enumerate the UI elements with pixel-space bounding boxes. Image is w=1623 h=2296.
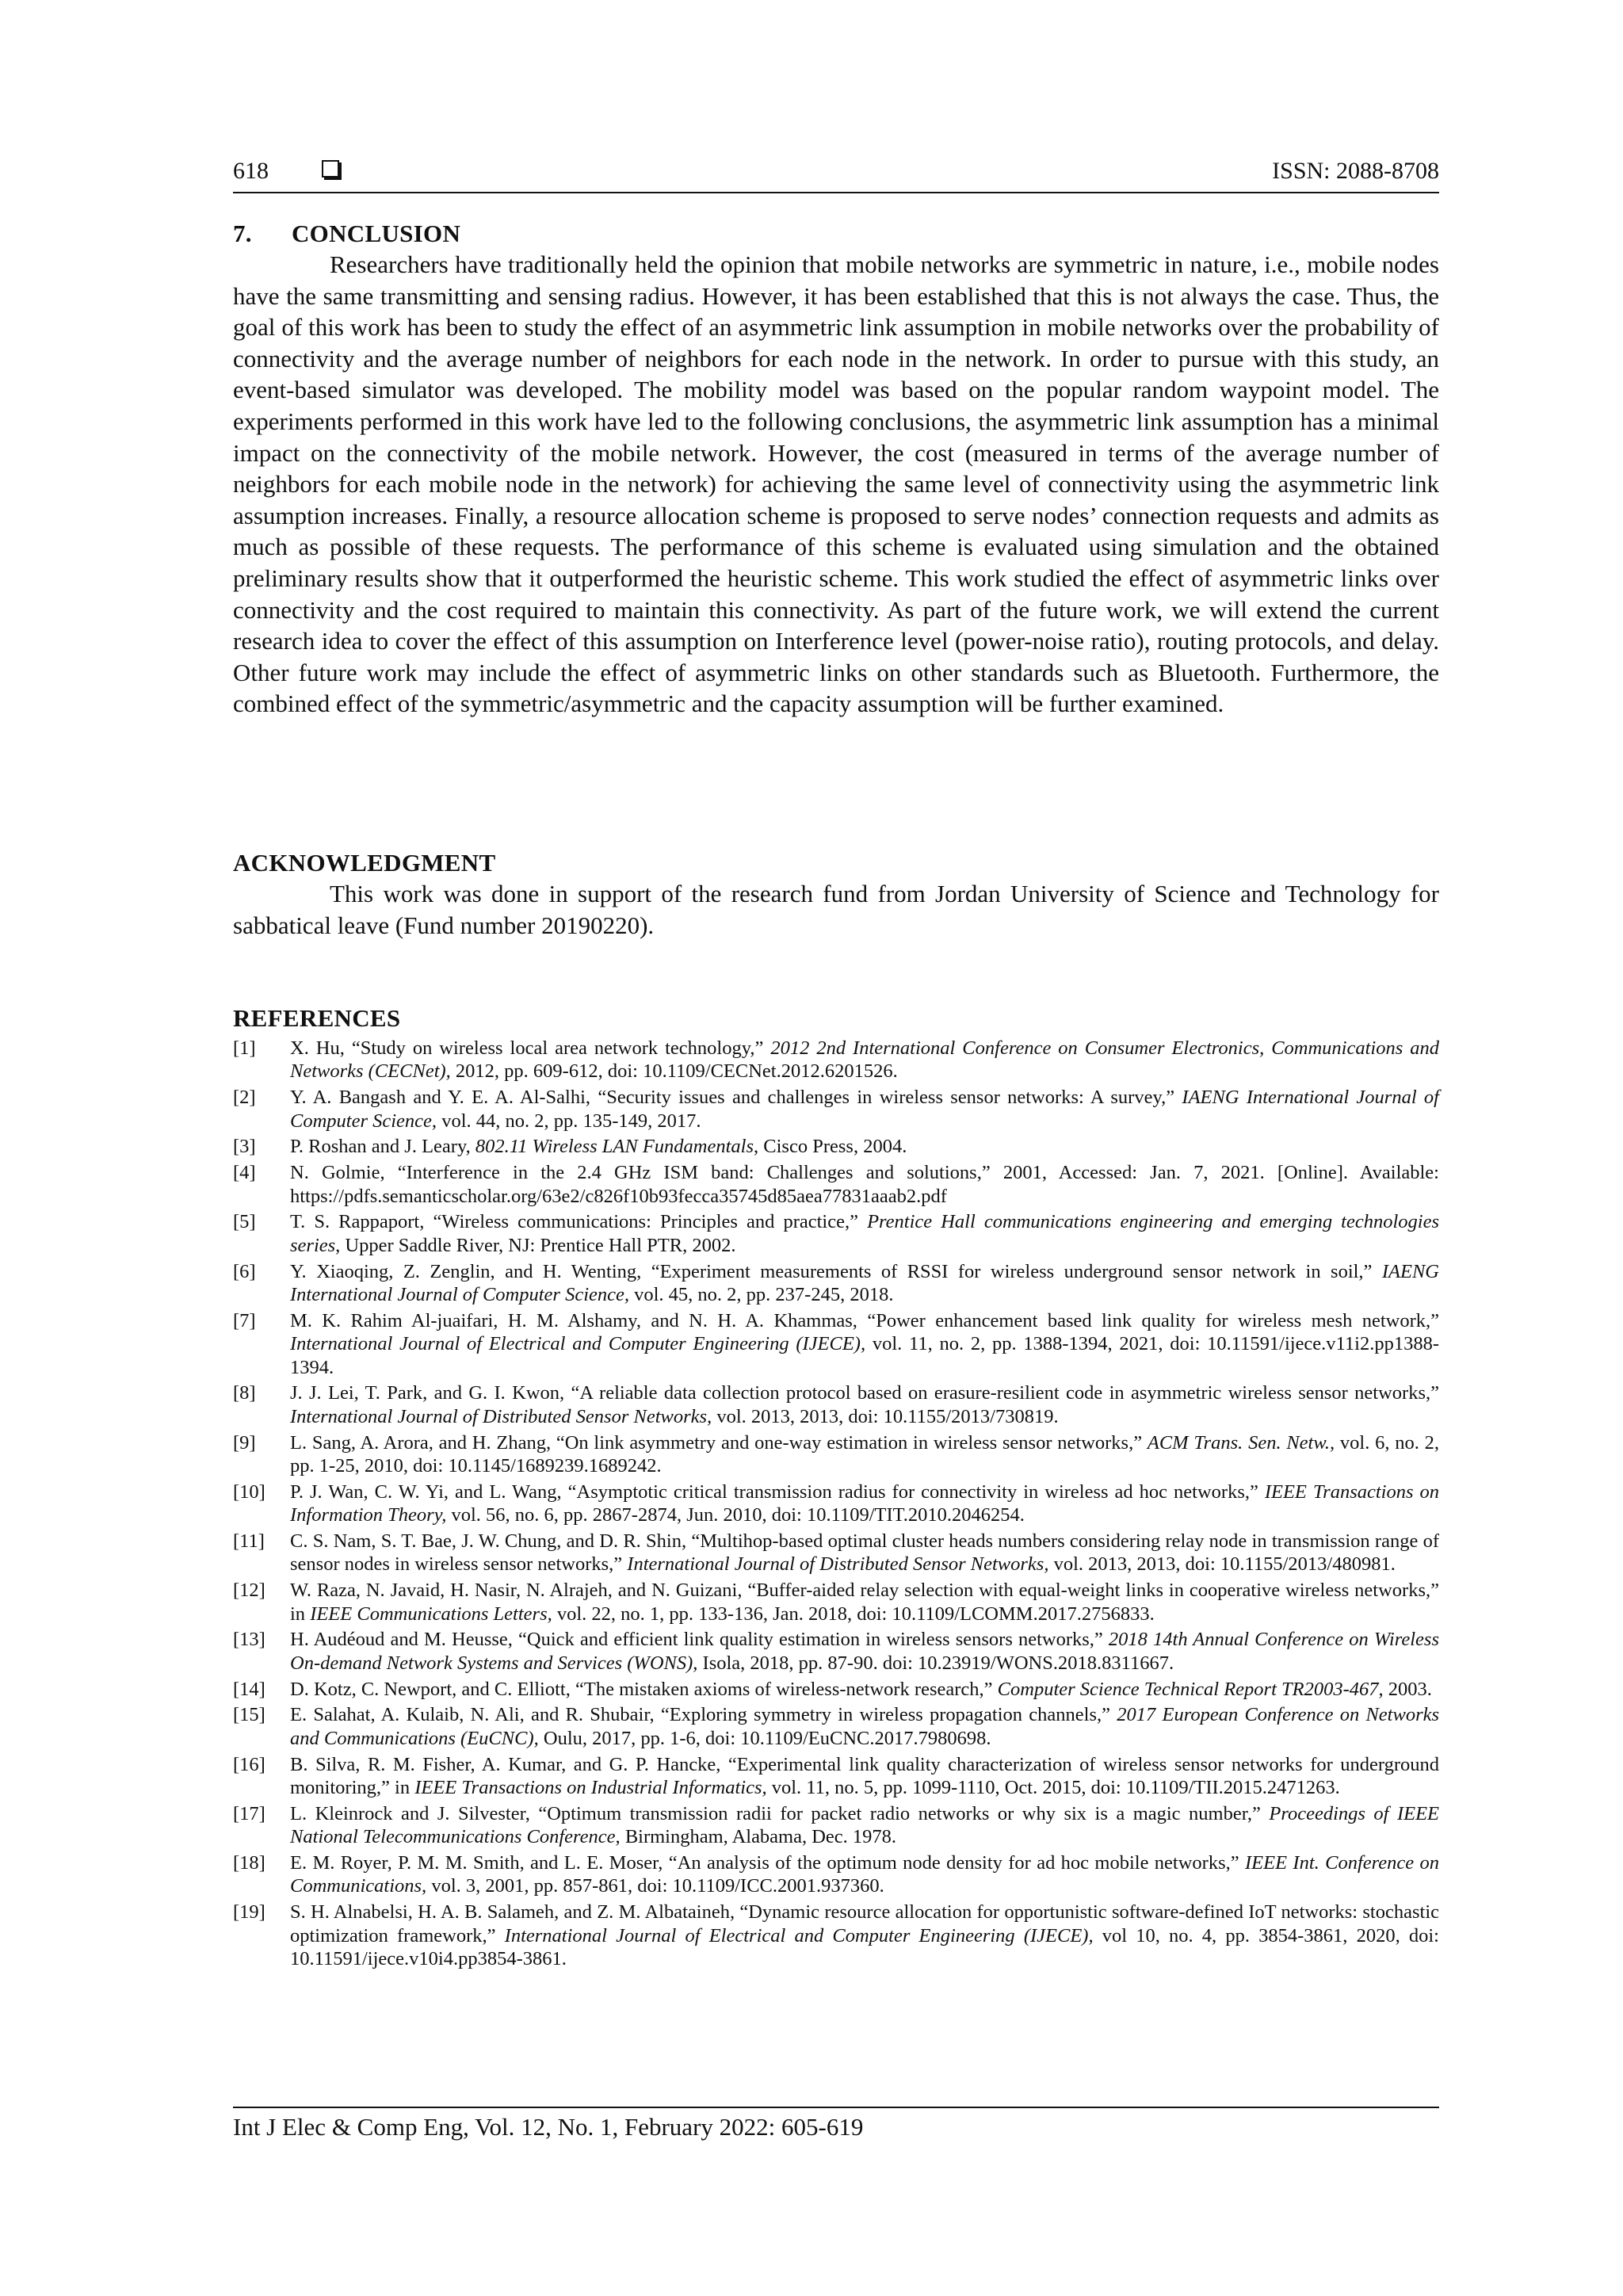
reference-details: Isola, 2018, pp. 87-90. doi: 10.23919/WONS.2018.8311667.	[697, 1652, 1174, 1674]
reference-text: E. Salahat, A. Kulaib, N. Ali, and R. Shubair, “Exploring symmetry in wireless propagation channels,”	[290, 1704, 1117, 1726]
reference-label: [9]	[233, 1431, 256, 1454]
reference-label: [15]	[233, 1704, 265, 1726]
reference-text: L. Sang, A. Arora, and H. Zhang, “On link asymmetry and one-way estimation in wireless sensor networks,”	[290, 1431, 1148, 1454]
reference-details: 2012, pp. 609-612, doi: 10.1109/CECNet.2012.6201526.	[450, 1060, 898, 1083]
reference-details: vol. 22, no. 1, pp. 133-136, Jan. 2018, doi: 10.1109/LCOMM.2017.2756833.	[552, 1603, 1155, 1625]
reference-venue: 2018 14th Annual Conference on Wireless On-demand Network Systems and Services (WONS),	[290, 1629, 1439, 1674]
reference-details: vol. 45, no. 2, pp. 237-245, 2018.	[629, 1284, 894, 1306]
reference-label: [13]	[233, 1629, 265, 1651]
reference-item	[233, 1381, 1439, 1428]
reference-item	[233, 1161, 1439, 1208]
conclusion-heading	[233, 219, 1439, 249]
reference-text: C. S. Nam, S. T. Bae, J. W. Chung, and D. R. Shin, “Multihop-based optimal cluster heads numbers considering relay node in transmission range of sensor nodes in wireless sensor networks,”	[290, 1530, 1439, 1576]
reference-item	[233, 1901, 1439, 1970]
reference-text: P. J. Wan, C. W. Yi, and L. Wang, “Asymptotic critical transmission radius for connectivity in wireless ad hoc networks,”	[290, 1480, 1265, 1503]
conclusion-paragraph: Researchers have traditionally held the opinion that mobile networks are symmetric in nature, i.e., mobile nodes have the same transmitting and sensing radius. However, it has been established that this is not always the case. Thus, the goal of this work has been to study the effect of an asymmetric link assumption in mobile networks over the probability of connectivity and the average number of neighbors for each node in the network. In order to pursue with this study, an event-based simulator was developed. The mobility model was based on the popular random waypoint model. The experiments performed in this work have led to the following conclusions, the asymmetric link assumption has a minimal impact on the connectivity of the mobile network. However, the cost (measured in terms of the average number of neighbors for each mobile node in the network) for achieving the same level of connectivity using the asymmetric link assumption increases. Finally, a resource allocation scheme is proposed to serve nodes’ connection requests and admits as much as possible of these requests. The performance of this scheme is evaluated using simulation and the obtained preliminary results show that it outperformed the heuristic scheme. This work studied the effect of asymmetric links over connectivity and the cost required to maintain this connectivity. As part of the future work, we will extend the current research idea to cover the effect of this assumption on Interference level (power-noise ratio), routing protocols, and delay. Other future work may include the effect of asymmetric links on other standards such as Bluetooth. Furthermore, the combined effect of the symmetric/asymmetric and the capacity assumption will be further examined.	[233, 250, 1439, 718]
reference-details: Birmingham, Alabama, Dec. 1978.	[620, 1826, 897, 1848]
reference-venue: 2012 2nd International Conference on Consumer Electronics, Communications and Networks (CECNet),	[290, 1037, 1439, 1083]
reference-text: N. Golmie, “Interference in the 2.4 GHz ISM band: Challenges and solutions,” 2001, Accessed: Jan. 7, 2021. [Online]. Available: https://pdfs.semanticscholar.org/63e2/c826f10b93fecca35745d85aea77831aaab2.pdf	[290, 1162, 1439, 1207]
acknowledgment-section	[233, 848, 1439, 941]
reference-text: J. J. Lei, T. Park, and G. I. Kwon, “A reliable data collection protocol based on erasure-resilient code in asymmetric wireless sensor networks,”	[290, 1382, 1439, 1404]
reference-details: vol. 6, no. 2, pp. 1-25, 2010, doi: 10.1145/1689239.1689242.	[290, 1431, 1440, 1477]
conclusion-section	[233, 219, 1439, 720]
reference-details: vol 10, no. 4, pp. 3854-3861, 2020, doi: 10.11591/ijece.v10i4.pp3854-3861.	[290, 1924, 1439, 1970]
reference-item	[233, 1579, 1439, 1626]
reference-text: B. Silva, R. M. Fisher, A. Kumar, and G. P. Hancke, “Experimental link quality characterization of wireless sensor networks for underground monitoring,” in	[290, 1753, 1439, 1799]
reference-details: vol. 56, no. 6, pp. 2867-2874, Jun. 2010, doi: 10.1109/TIT.2010.2046254.	[446, 1504, 1025, 1526]
reference-label: [18]	[233, 1852, 265, 1874]
reference-list	[233, 1037, 1439, 1970]
header-divider	[233, 192, 1439, 193]
reference-label: [7]	[233, 1309, 256, 1331]
reference-venue: International Journal of Electrical and Computer Engineering (IJECE),	[290, 1333, 866, 1355]
reference-label: [1]	[233, 1037, 256, 1059]
reference-item	[233, 1309, 1439, 1379]
reference-label: [17]	[233, 1802, 265, 1824]
reference-item	[233, 1703, 1439, 1750]
reference-details: vol. 11, no. 2, pp. 1388-1394, 2021, doi: 10.11591/ijece.v11i2.pp1388-1394.	[290, 1333, 1439, 1378]
reference-text: Y. Xiaoqing, Z. Zenglin, and H. Wenting, “Experiment measurements of RSSI for wireless underground sensor network in soil,”	[290, 1260, 1382, 1282]
reference-text: D. Kotz, C. Newport, and C. Elliott, “The mistaken axioms of wireless-network research,”	[290, 1678, 998, 1700]
reference-label: [2]	[233, 1087, 256, 1109]
references-section	[233, 1003, 1439, 1973]
reference-details: vol. 2013, 2013, doi: 10.1155/2013/480981.	[1048, 1553, 1396, 1576]
reference-details: vol. 3, 2001, pp. 857-861, doi: 10.1109/ICC.2001.937360.	[426, 1875, 884, 1897]
reference-text: H. Audéoud and M. Heusse, “Quick and efficient link quality estimation in wireless sensors networks,”	[290, 1629, 1109, 1651]
reference-text: W. Raza, N. Javaid, H. Nasir, N. Alrajeh, and N. Guizani, “Buffer-aided relay selection with equal-weight links in cooperative wireless networks,” in	[290, 1580, 1439, 1625]
section-number: 7.	[233, 220, 252, 247]
reference-text: X. Hu, “Study on wireless local area network technology,”	[290, 1037, 771, 1059]
reference-details: vol. 44, no. 2, pp. 135-149, 2017.	[437, 1110, 701, 1132]
reference-venue: International Journal of Electrical and Computer Engineering (IJECE),	[504, 1924, 1094, 1946]
reference-text: L. Kleinrock and J. Silvester, “Optimum transmission radii for packet radio networks or why six is a magic number,”	[290, 1802, 1270, 1824]
reference-venue: International Journal of Distributed Sensor Networks,	[627, 1553, 1049, 1576]
reference-item	[233, 1802, 1439, 1849]
reference-item	[233, 1753, 1439, 1800]
reference-label: [12]	[233, 1580, 265, 1602]
reference-item	[233, 1037, 1439, 1083]
reference-label: [16]	[233, 1753, 265, 1775]
reference-item	[233, 1431, 1439, 1478]
acknowledgment-paragraph: This work was done in support of the research fund from Jordan University of Science and Technology for sabbatical leave (Fund number 20190220).	[233, 880, 1439, 939]
reference-item	[233, 1210, 1439, 1257]
reference-item	[233, 1480, 1439, 1527]
reference-venue: IEEE Communications Letters,	[310, 1603, 552, 1625]
reference-venue: Prentice Hall communications engineering and emerging technologies series	[290, 1211, 1439, 1256]
acknowledgment-heading: ACKNOWLEDGMENT	[233, 849, 496, 877]
footer-divider	[233, 2107, 1439, 2108]
reference-label: [14]	[233, 1678, 265, 1700]
reference-details: , Cisco Press, 2004.	[754, 1136, 907, 1158]
reference-text: P. Roshan and J. Leary,	[290, 1136, 475, 1158]
reference-text: T. S. Rappaport, “Wireless communications: Principles and practice,”	[290, 1211, 868, 1233]
journal-issn: ISSN: 2088-8708	[1272, 158, 1439, 184]
references-heading: REFERENCES	[233, 1004, 401, 1032]
reference-label: [4]	[233, 1162, 256, 1184]
reference-item	[233, 1851, 1439, 1898]
reference-venue: 802.11 Wireless LAN Fundamentals	[475, 1136, 754, 1158]
reference-venue: IEEE Transactions on Industrial Informatics,	[414, 1777, 767, 1799]
page-number: 618	[233, 158, 269, 184]
page-header	[233, 155, 1439, 190]
reference-label: [19]	[233, 1901, 265, 1924]
reference-label: [8]	[233, 1382, 256, 1404]
reference-label: [5]	[233, 1211, 256, 1233]
reference-venue: Computer Science Technical Report TR2003-467	[997, 1678, 1379, 1700]
reference-venue: ACM Trans. Sen. Netw.,	[1147, 1431, 1335, 1454]
reference-details: Oulu, 2017, pp. 1-6, doi: 10.1109/EuCNC.2017.7980698.	[538, 1727, 991, 1749]
reference-details: , Upper Saddle River, NJ: Prentice Hall PTR, 2002.	[335, 1234, 736, 1256]
checkbox-bullet-icon	[322, 160, 339, 178]
reference-item	[233, 1135, 1439, 1158]
reference-item	[233, 1678, 1439, 1701]
reference-venue: International Journal of Distributed Sensor Networks,	[290, 1405, 712, 1427]
reference-item	[233, 1530, 1439, 1576]
reference-text: E. M. Royer, P. M. M. Smith, and L. E. Moser, “An analysis of the optimum node density for ad hoc mobile networks,”	[290, 1852, 1245, 1874]
reference-label: [6]	[233, 1260, 256, 1282]
reference-venue: 2017 European Conference on Networks and Communications (EuCNC),	[290, 1704, 1440, 1749]
section-title: CONCLUSION	[292, 220, 461, 247]
reference-venue: IEEE Transactions on Information Theory,	[290, 1480, 1439, 1526]
reference-details: , 2003.	[1378, 1678, 1432, 1700]
reference-item	[233, 1086, 1439, 1133]
reference-details: vol. 11, no. 5, pp. 1099-1110, Oct. 2015, doi: 10.1109/TII.2015.2471263.	[766, 1777, 1340, 1799]
reference-label: [11]	[233, 1530, 265, 1553]
reference-text: M. K. Rahim Al-juaifari, H. M. Alshamy, and N. H. A. Khammas, “Power enhancement based link quality for wireless mesh network,”	[290, 1309, 1439, 1331]
reference-venue: IAENG International Journal of Computer Science,	[290, 1087, 1439, 1132]
reference-venue: IEEE Int. Conference on Communications,	[290, 1852, 1439, 1897]
page-footer: Int J Elec & Comp Eng, Vol. 12, No. 1, February 2022: 605-619	[233, 2113, 864, 2141]
reference-text: S. H. Alnabelsi, H. A. B. Salameh, and Z. M. Albataineh, “Dynamic resource allocation for opportunistic software-defined IoT networks: stochastic optimization framework,”	[290, 1901, 1439, 1946]
reference-venue: Proceedings of IEEE National Telecommunications Conference,	[290, 1802, 1439, 1848]
reference-item	[233, 1628, 1439, 1675]
reference-label: [3]	[233, 1136, 256, 1158]
reference-text: Y. A. Bangash and Y. E. A. Al-Salhi, “Security issues and challenges in wireless sensor networks: A survey,”	[290, 1087, 1182, 1109]
reference-label: [10]	[233, 1480, 265, 1503]
reference-item	[233, 1260, 1439, 1307]
reference-details: vol. 2013, 2013, doi: 10.1155/2013/730819.	[712, 1405, 1059, 1427]
reference-venue: IAENG International Journal of Computer Science,	[290, 1260, 1439, 1306]
